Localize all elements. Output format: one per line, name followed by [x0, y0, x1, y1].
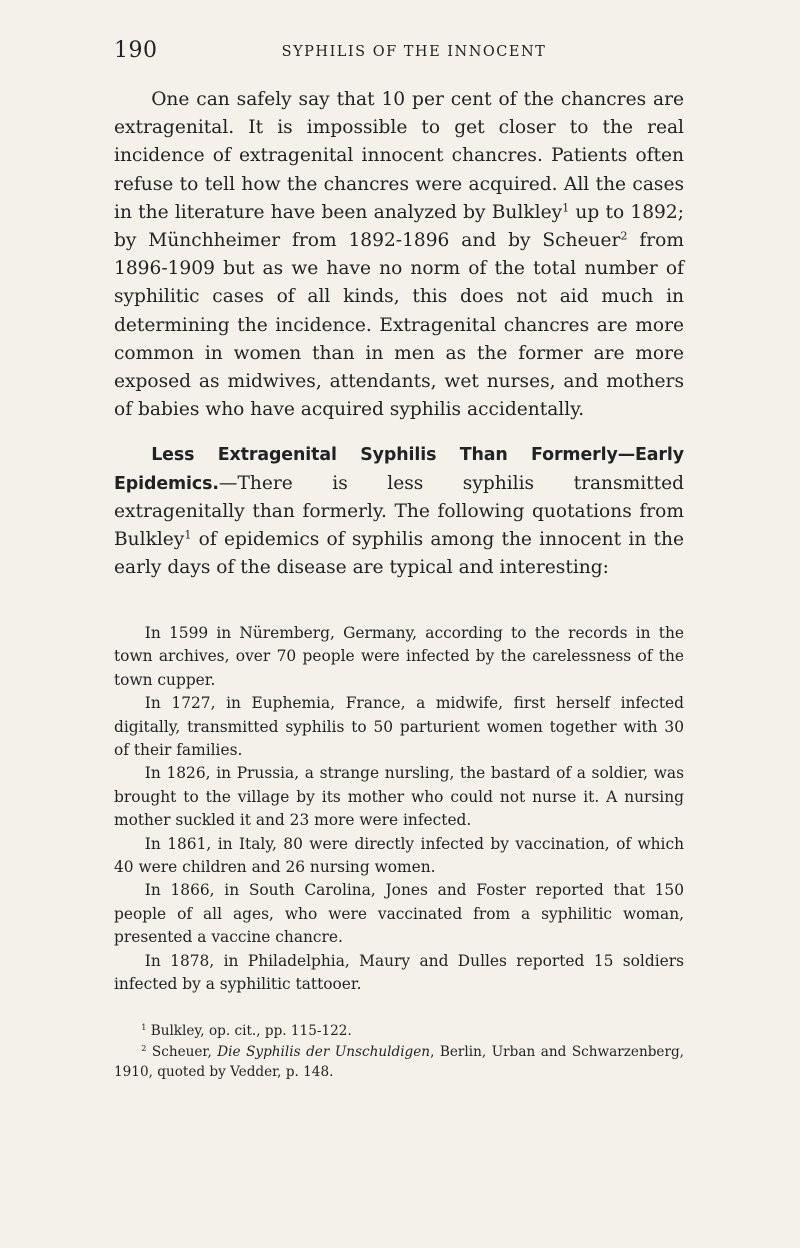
footnote-book-title: Die Syphilis der Unschuldigen — [217, 1043, 431, 1060]
page-header — [114, 38, 684, 68]
footnote-ref: 1 — [184, 528, 192, 542]
quotation-entry: In 1826, in Prussia, a strange nursling, the bastard of a soldier, was brought to the village by its mother who could not nurse it. A nursing mother suckled it and 23 more were infected. — [114, 764, 684, 830]
quotation-entry: In 1861, in Italy, 80 were directly infected by vaccination, of which 40 were children and 26 nursing women. — [114, 834, 684, 877]
section-heading: Less Extragenital Syphilis Than Formerly—Early Epidemics. — [114, 445, 684, 494]
paragraph-early-epidemics — [114, 441, 684, 582]
footnote-2 — [114, 1042, 684, 1083]
quotation-entry: In 1878, in Philadelphia, Maury and Dulles reported 15 soldiers infected by a syphilitic tattooer. — [114, 951, 684, 994]
paragraph-text: up to 1892; by Münchheimer from 1892-1896 and by Scheuer — [114, 201, 684, 252]
paragraph-text: from 1896-1909 but as we have no norm of the total number of syphilitic cases of all kinds, this does not aid much in determining the incidence. Extragenital chancres are more common in women than in men as the former are more exposed as midwives, attendants, wet nurses, and mothers of babies who have acquired syphilis accidentally. — [114, 230, 684, 421]
quotation-entry: In 1727, in Euphemia, France, a midwife, first herself infected digitally, transmitted syphilis to 50 parturient women together with 30 of their families. — [114, 694, 684, 760]
footnote-text: , Berlin, Urban and Schwarzenberg, 1910, quoted by Vedder, p. 148. — [114, 1043, 684, 1080]
paragraph-text: One can safely say that 10 per cent of the chancres are extragenital. It is impossible to get closer to the real incidence of extragenital innocent chancres. Patients often refuse to tell how the chancres were acquired. All the cases in the literature have been analyzed by Bulkley — [114, 89, 684, 223]
footnote-marker: 1 — [141, 1022, 147, 1033]
running-head: SYPHILIS OF THE INNOCENT — [281, 44, 547, 60]
quotation-entry: In 1599 in Nüremberg, Germany, according to the records in the town archives, over 70 people were infected by the carelessness of the town cupper. — [114, 624, 684, 689]
quotation-entry: In 1866, in South Carolina, Jones and Foster reported that 150 people of all ages, who were vaccinated from a syphilitic woman, presented a vaccine chancre. — [114, 881, 684, 947]
footnote-1 — [114, 1021, 684, 1042]
paragraph-text: —There is less syphilis transmitted extragenitally than formerly. The following quotations from Bulkley — [114, 472, 684, 551]
paragraph-text: of epidemics of syphilis among the innocent in the early days of the disease are typical and interesting: — [114, 529, 684, 579]
footnote-marker: 2 — [141, 1042, 147, 1053]
footnote-text: Scheuer, — [146, 1043, 218, 1060]
paragraph-chancre-incidence — [114, 86, 684, 424]
block-quotation — [114, 622, 684, 997]
body-text — [114, 86, 684, 582]
footnote-ref: 1 — [562, 201, 570, 215]
footnote-ref: 2 — [620, 229, 628, 243]
footnote-text: Bulkley, op. cit., pp. 115-122. — [146, 1023, 352, 1039]
footnotes — [114, 1021, 684, 1083]
page-number: 190 — [114, 38, 158, 63]
